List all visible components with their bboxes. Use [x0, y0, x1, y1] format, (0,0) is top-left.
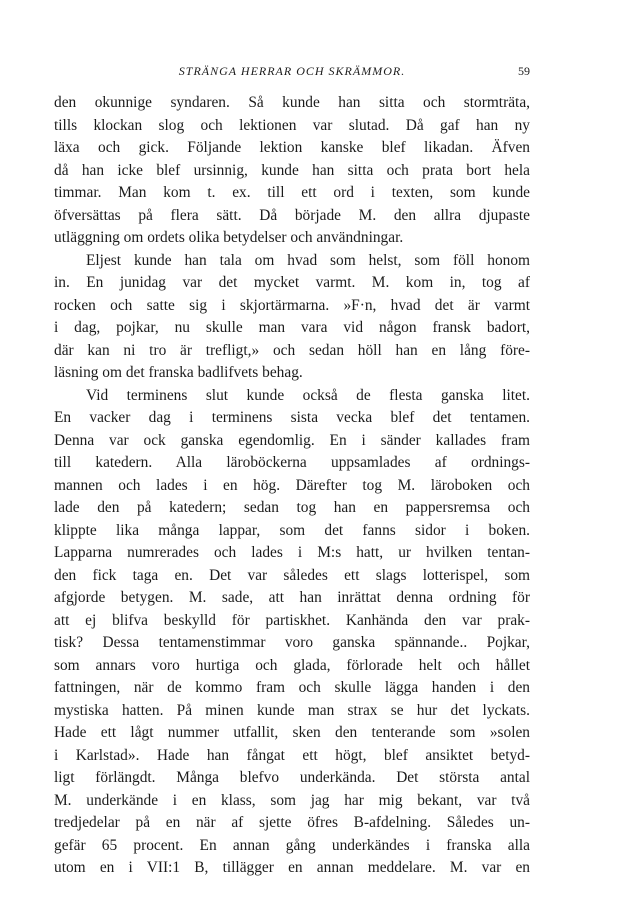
text-line: ligt förlängdt. Många blefvo underkända. Det största antal	[54, 769, 530, 786]
text-line: den fick taga en. Det var således ett slags lotterispel, som	[54, 566, 530, 584]
text-line: Lapparna numrerades och lades i M:s hatt, ur hvilken tentan-	[54, 544, 530, 561]
text-line: tisk? Dessa tentamenstimmar voro ganska spännande.. Pojkar,	[54, 634, 530, 651]
body-text	[54, 92, 530, 880]
text-line: som annars voro hurtiga och glada, förlorade helt och hållet	[54, 656, 530, 674]
text-line: utom en i VII:1 B, tillägger en annan meddelare. M. var en	[54, 859, 530, 876]
text-line: Eljest kunde han tala om hvad som helst, som föll honom	[86, 251, 530, 269]
text-line: mannen och lades i en hög. Därefter tog M. läroboken och	[54, 476, 530, 494]
text-line: En vacker dag i terminens sista vecka blef det tentamen.	[54, 409, 530, 426]
text-line: läsning om det franska badlifvets behag.	[54, 364, 303, 381]
text-line: den okunnige syndaren. Så kunde han sitta och stormträta,	[54, 94, 530, 111]
text-line: i dag, pojkar, nu skulle man vara vid någon fransk badort,	[54, 319, 530, 336]
text-line: till katedern. Alla läroböckerna uppsamlades af ordnings-	[54, 454, 530, 471]
text-line: afgjorde betygen. M. sade, att han inrättat denna ordning för	[54, 589, 530, 606]
text-line: lade den på katedern; sedan tog han en pappersremsa och	[54, 499, 530, 516]
running-title: STRÄNGA HERRAR OCH SKRÄMMOR.	[178, 64, 406, 78]
text-line: tills klockan slog och lektionen var slutad. Då gaf han ny	[54, 116, 530, 134]
text-line: tredjedelar på en när af sjette öfres B-afdelning. Således un-	[54, 814, 530, 831]
text-line: M. underkände i en klass, som jag har mig bekant, var två	[54, 791, 530, 809]
text-line: där kan ni tro är trefligt,» och sedan höll han en lång före-	[54, 341, 530, 359]
text-line: gefär 65 procent. En annan gång underkändes i franska alla	[54, 836, 530, 854]
text-line: fattningen, när de kommo fram och skulle lägga handen i den	[54, 679, 530, 696]
text-line: in. En junidag var det mycket varmt. M. kom in, tog af	[54, 274, 530, 291]
running-head	[54, 64, 530, 84]
text-line: utläggning om ordets olika betydelser och användningar.	[54, 229, 404, 246]
text-line: att ej blifva beskylld för partiskhet. Kanhända den var prak-	[54, 611, 530, 629]
text-line: klippte lika många lappar, som det fanns sidor i boken.	[54, 521, 530, 539]
text-line: Vid terminens slut kunde också de flesta ganska litet.	[86, 386, 530, 404]
text-line: öfversättas på flera sätt. Då började M. den allra djupaste	[54, 206, 530, 224]
text-line: i Karlstad». Hade han fångat ett högt, blef ansiktet betyd-	[54, 746, 530, 764]
text-line: timmar. Man kom t. ex. till ett ord i texten, som kunde	[54, 184, 530, 201]
text-line: mystiska hatten. På minen kunde man strax se hur det lyckats.	[54, 701, 530, 719]
text-line: då han icke blef ursinnig, kunde han sitta och prata bort hela	[54, 161, 530, 179]
text-line: Hade ett lågt nummer utfallit, sken den tenterande som »solen	[54, 724, 530, 741]
text-line: Denna var ock ganska egendomlig. En i sänder kallades fram	[54, 431, 530, 449]
text-line: rocken och satte sig i skjortärmarna. »F·n, hvad det är varmt	[54, 296, 530, 314]
page-number: 59	[518, 64, 530, 78]
text-line: läxa och gick. Följande lektion kanske blef likadan. Äfven	[54, 139, 530, 156]
